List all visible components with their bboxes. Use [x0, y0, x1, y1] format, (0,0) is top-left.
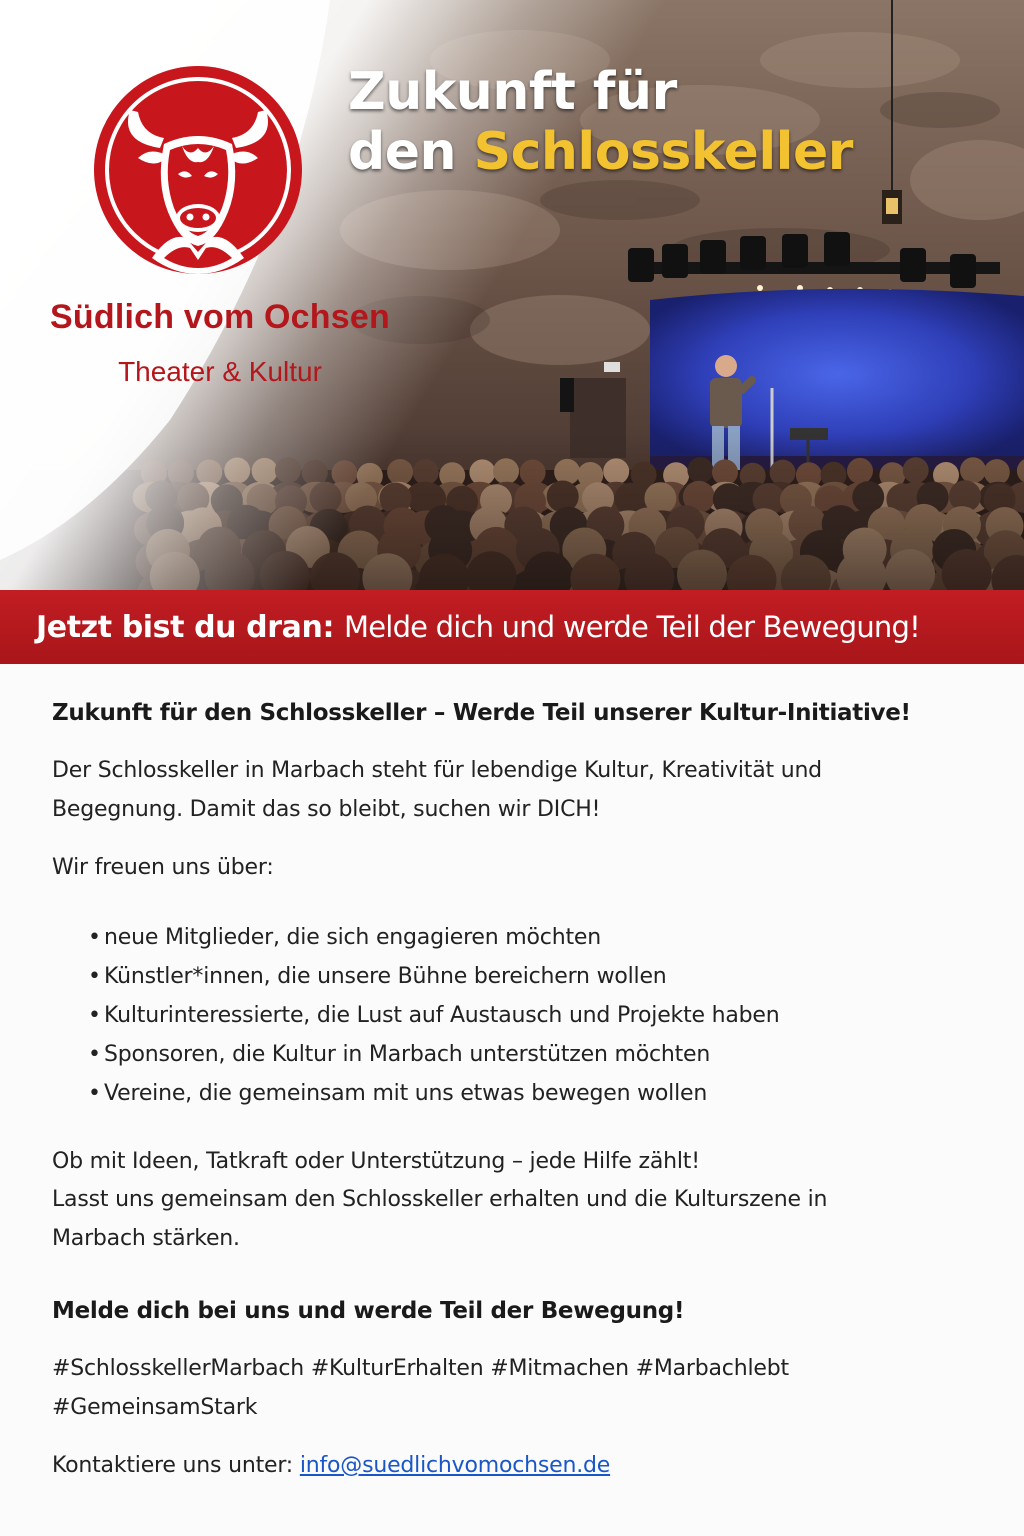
content-title: Zukunft für den Schlosskeller – Werde Teil unserer Kultur-Initiative! [52, 700, 911, 726]
contact-line [52, 1447, 982, 1486]
call-to-action-banner [0, 590, 1024, 664]
closing-paragraph [52, 1143, 982, 1259]
headline-accent: Schlosskeller [473, 122, 853, 182]
banner-text: Melde dich und werde Teil der Bewegung! [344, 610, 920, 644]
list-intro: Wir freuen uns über: [52, 855, 274, 880]
brand-tagline: Theater & Kultur [118, 356, 322, 387]
intro-line-2: Begegnung. Damit das so bleibt, suchen wir DICH! [52, 796, 601, 822]
list-item: • neue Mitglieder, die sich engagieren möchten [88, 918, 982, 957]
list-item: • Vereine, die gemeinsam mit uns etwas bewegen wollen [88, 1074, 982, 1113]
headline-line-1: Zukunft für [348, 62, 677, 122]
callout-heading: Melde dich bei uns und werde Teil der Bewegung! [52, 1298, 685, 1324]
contact-label: Kontaktiere uns unter: [52, 1453, 300, 1478]
hashtags-line-1: #SchlosskellerMarbach #KulturErhalten #Mitmachen #Marbachlebt [52, 1356, 789, 1381]
closing-line-2: Lasst uns gemeinsam den Schlosskeller erhalten und die Kulturszene in [52, 1187, 828, 1212]
list-item: • Kulturinteressierte, die Lust auf Austausch und Projekte haben [88, 996, 982, 1035]
hashtags-line-2: #GemeinsamStark [52, 1394, 258, 1420]
list-item: • Künstler*innen, die unsere Bühne bereichern wollen [88, 957, 982, 996]
headline-line-2 [348, 122, 853, 182]
supporter-list [52, 918, 982, 1113]
contact-email-link[interactable]: info@suedlichvomochsen.de [299, 1453, 611, 1478]
brand-name: Südlich vom Ochsen [50, 298, 390, 336]
closing-line-3: Marbach stärken. [52, 1225, 240, 1251]
ox-head-icon [90, 62, 306, 278]
intro-paragraph [52, 752, 982, 829]
intro-line-1: Der Schlosskeller in Marbach steht für lebendige Kultur, Kreativität und [52, 758, 822, 783]
headline-prefix: den [348, 122, 474, 182]
post-content [52, 696, 982, 1486]
list-item: • Sponsoren, die Kultur in Marbach unterstützen möchten [88, 1035, 982, 1074]
hashtags [52, 1350, 982, 1427]
hero-section [0, 0, 1024, 590]
banner-strong-text: Jetzt bist du dran: [36, 609, 335, 645]
closing-line-1: Ob mit Ideen, Tatkraft oder Unterstützung – jede Hilfe zählt! [52, 1148, 700, 1174]
hero-headline [348, 62, 853, 182]
